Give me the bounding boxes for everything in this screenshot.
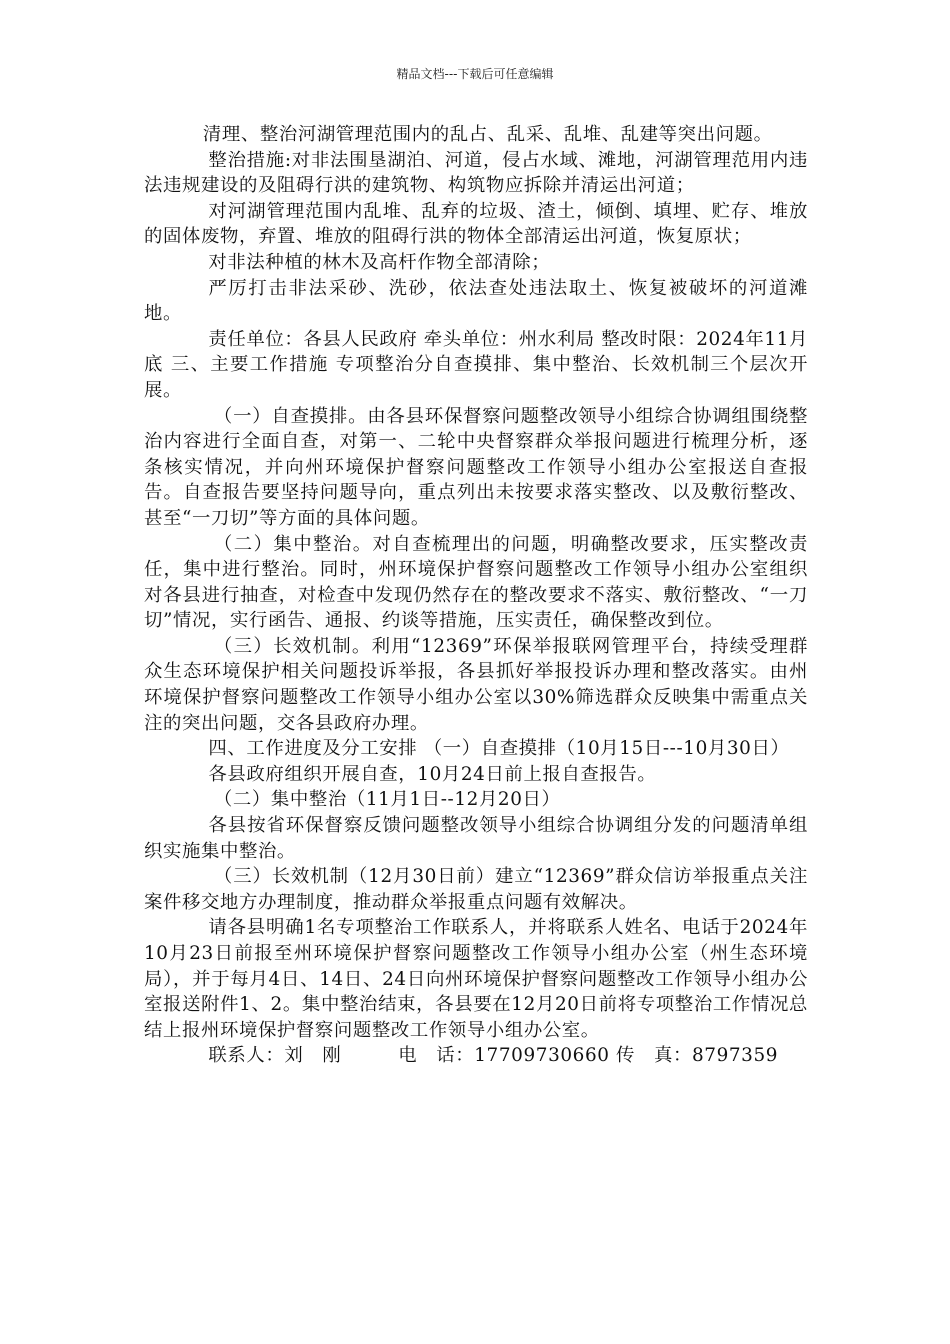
paragraph: （一）自查摸排。由各县环保督察问题整改领导小组综合协调组围绕整治内容进行全面自查，对第一、二轮中央督察群众举报问题进行梳理分析，逐条核实情况，并向州环境保护督察问题整改工作领导小组办公室报送自查报告。自查报告要坚持问题导向，重点列出未按要求落实整改、以及敷衍整改、甚至“一刀切”等方面的具体问题。 bbox=[144, 405, 808, 529]
paragraph: （三）长效机制（12月30日前）建立“12369”群众信访举报重点关注案件移交地方办理制度，推动群众举报重点问题有效解决。 bbox=[144, 866, 808, 913]
paragraph: 清理、整治河湖管理范围内的乱占、乱采、乱堆、乱建等突出问题。 bbox=[202, 124, 773, 145]
paragraph: 对河湖管理范围内乱堆、乱弃的垃圾、渣土，倾倒、填埋、贮存、堆放的固体废物，弃置、堆放的阻碍行洪的物体全部清运出河道，恢复原状； bbox=[144, 200, 808, 248]
paragraph: 对非法种植的林木及高杆作物全部清除； bbox=[208, 251, 551, 273]
paragraph: （三）长效机制。利用“12369”环保举报联网管理平台，持续受理群众生态环境保护相关问题投诉举报，各县抓好举报投诉办理和整改落实。由州环境保护督察问题整改工作领导小组办公室以30%筛选群众反映集中需重点关注的突出问题，交各县政府办理。 bbox=[144, 635, 808, 734]
paragraph: 请各县明确1名专项整治工作联系人，并将联系人姓名、电话于2024年10月23日前报至州环境保护督察问题整改工作领导小组办公室（州生态环境局），并于每月4日、14日、24日向州环境保护督察问题整改工作领导小组办公室报送附件1、2。集中整治结束，各县要在12月20日前将专项整治工作情况总结上报州环境保护督察问题整改工作领导小组办公室。 bbox=[144, 917, 808, 1041]
page-header: 精品文档---下载后可任意编辑 bbox=[396, 67, 554, 81]
paragraph: 各县政府组织开展自查，10月24日前上报自查报告。 bbox=[208, 763, 657, 785]
paragraph: 整治措施:对非法围垦湖泊、河道，侵占水域、滩地，河湖管理范用内违法违规建设的及阻碍行洪的建筑物、构筑物应拆除并清运出河道； bbox=[144, 149, 808, 197]
paragraph: 四、工作进度及分工安排 （一）自查摸排（10月15日---10月30日） bbox=[208, 738, 790, 760]
paragraph: （二）集中整治（11月1日--12月20日） bbox=[213, 789, 561, 811]
contact-line: 联系人：刘 刚 电 话：17709730660 传 真：8797359 bbox=[208, 1045, 779, 1067]
document-body bbox=[144, 122, 808, 1069]
paragraph: 严厉打击非法采砂、洗砂，依法查处违法取土、恢复被破坏的河道滩地。 bbox=[144, 277, 808, 325]
paragraph: 各县按省环保督察反馈问题整改领导小组综合协调组分发的问题清单组织实施集中整治。 bbox=[144, 815, 808, 862]
paragraph: 责任单位：各县人民政府 牵头单位：州水利局 整改时限：2024年11月底 三、主要工作措施 专项整治分自查摸排、集中整治、长效机制三个层次开展。 bbox=[144, 328, 808, 401]
paragraph: （二）集中整治。对自查梳理出的问题，明确整改要求，压实整改责任，集中进行整治。同时，州环境保护督察问题整改工作领导小组办公室组织对各县进行抽查，对检查中发现仍然存在的整改要求不落实、敷衍整改、“一刀切”情况，实行函告、通报、约谈等措施，压实责任，确保整改到位。 bbox=[144, 533, 808, 632]
